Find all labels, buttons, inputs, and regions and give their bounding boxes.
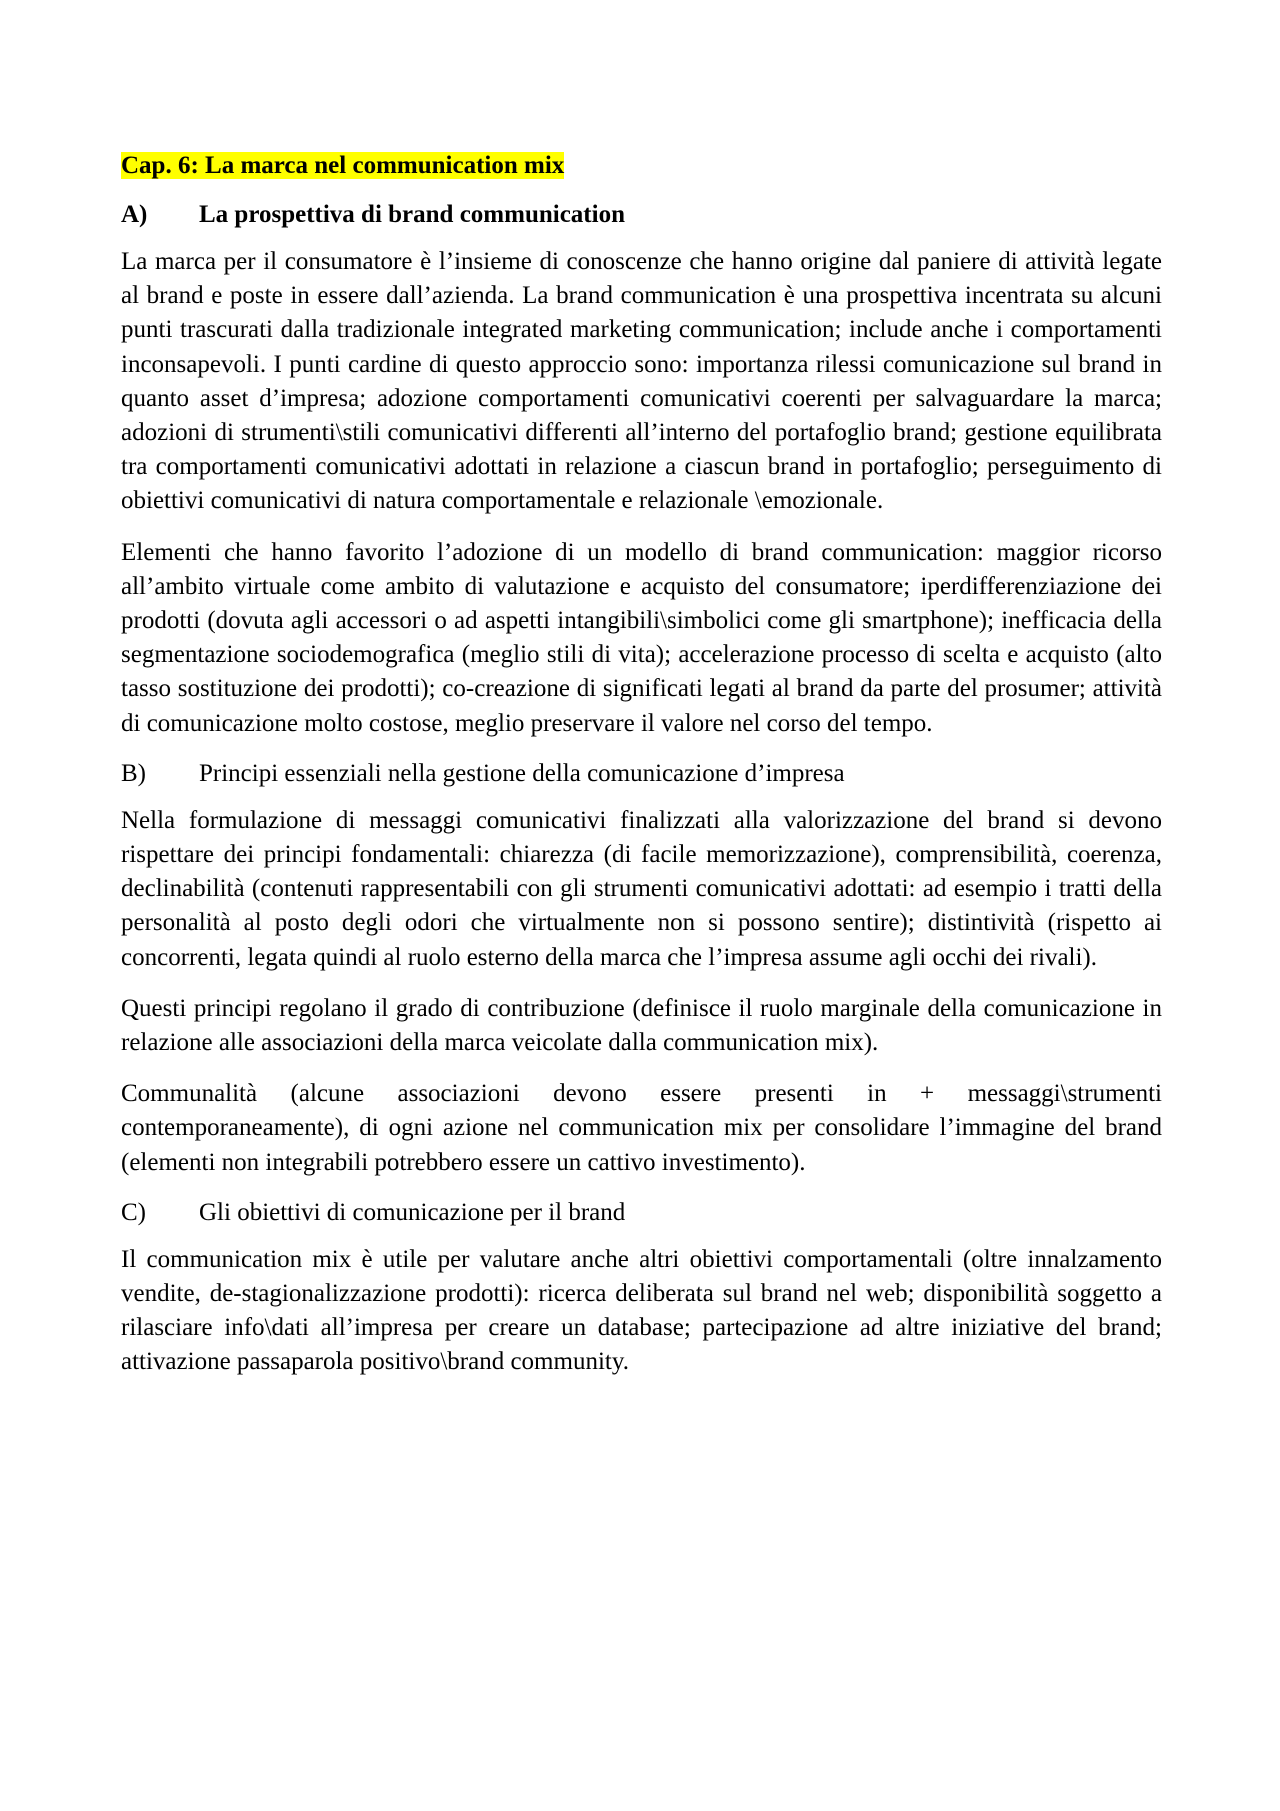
paragraph: Il communication mix è utile per valutare anche altri obiettivi comportamentali (oltre innalzamento vendite, de-stagionalizzazione prodotti): ricerca deliberata sul brand nel web; disponibilità soggetto a rilasciare info\dati all’impresa per creare un database; partecipazione ad altre iniziative del brand; attivazione passaparola positivo\brand community. <box>121 1245 1162 1376</box>
chapter-title-highlight: Cap. 6: La marca nel communication mix <box>121 152 565 179</box>
section-title: Gli obiettivi di comunicazione per il brand <box>199 1198 626 1226</box>
paragraph: La marca per il consumatore è l’insieme di conoscenze che hanno origine dal paniere di attività legate al brand e poste in essere dall’azienda. La brand communication è una prospettiva incentrata su alcuni punti trascurati dalla tradizionale integrated marketing communication; include anche i comportamenti inconsapevoli. I punti cardine di questo approccio sono: importanza rilessi comunicazione sul brand in quanto asset d’impresa; adozione comportamenti comunicativi coerenti per salvaguardare la marca; adozioni di strumenti\stili comunicativi differenti all’interno del portafoglio brand; gestione equilibrata tra comportamenti comunicativi adottati in relazione a ciascun brand in portafoglio; perseguimento di obiettivi comunicativi di natura comportamentale e relazionale \emozionale. <box>121 248 1162 515</box>
section-letter: A) <box>121 201 148 228</box>
section-title: La prospettiva di brand communication <box>199 201 625 228</box>
section-letter: B) <box>121 759 146 787</box>
paragraph: Elementi che hanno favorito l’adozione di un modello di brand communication: maggior ricorso all’ambito virtuale come ambito di valutazione e acquisto del consumatore; iperdifferenziazione dei prodotti (dovuta agli accessori o ad aspetti intangibili\simbolici come gli smartphone); inefficacia della segmentazione sociodemografica (meglio stili di vita); accelerazione processo di scelta e acquisto (alto tasso sostituzione dei prodotti); co-creazione di significati legati al brand da parte del prosumer; attività di comunicazione molto costose, meglio preservare il valore nel corso del tempo. <box>121 538 1162 737</box>
document-page <box>121 150 1162 1397</box>
paragraph: Communalità (alcune associazioni devono essere presenti in + messaggi\strumenti contemporaneamente), di ogni azione nel communication mix per consolidare l’immagine del brand (elementi non integrabili potrebbero essere un cattivo investimento). <box>121 1080 1162 1176</box>
section-heading-b <box>121 758 1162 790</box>
section-letter: C) <box>121 1198 146 1226</box>
section-heading-a <box>121 199 1162 231</box>
section-heading-c <box>121 1197 1162 1229</box>
section-title: Principi essenziali nella gestione della comunicazione d’impresa <box>199 759 845 787</box>
paragraph: Questi principi regolano il grado di contribuzione (definisce il ruolo marginale della comunicazione in relazione alle associazioni della marca veicolate dalla communication mix). <box>121 994 1162 1057</box>
chapter-title <box>121 150 1162 182</box>
paragraph: Nella formulazione di messaggi comunicativi finalizzati alla valorizzazione del brand si devono rispettare dei principi fondamentali: chiarezza (di facile memorizzazione), comprensibilità, coerenza, declinabilità (contenuti rappresentabili con gli strumenti comunicativi adottati: ad esempio i tratti della personalità al posto degli odori che virtualmente non si possono sentire); distintività (rispetto ai concorrenti, legata quindi al ruolo esterno della marca che l’impresa assume agli occhi dei rivali). <box>121 806 1162 971</box>
